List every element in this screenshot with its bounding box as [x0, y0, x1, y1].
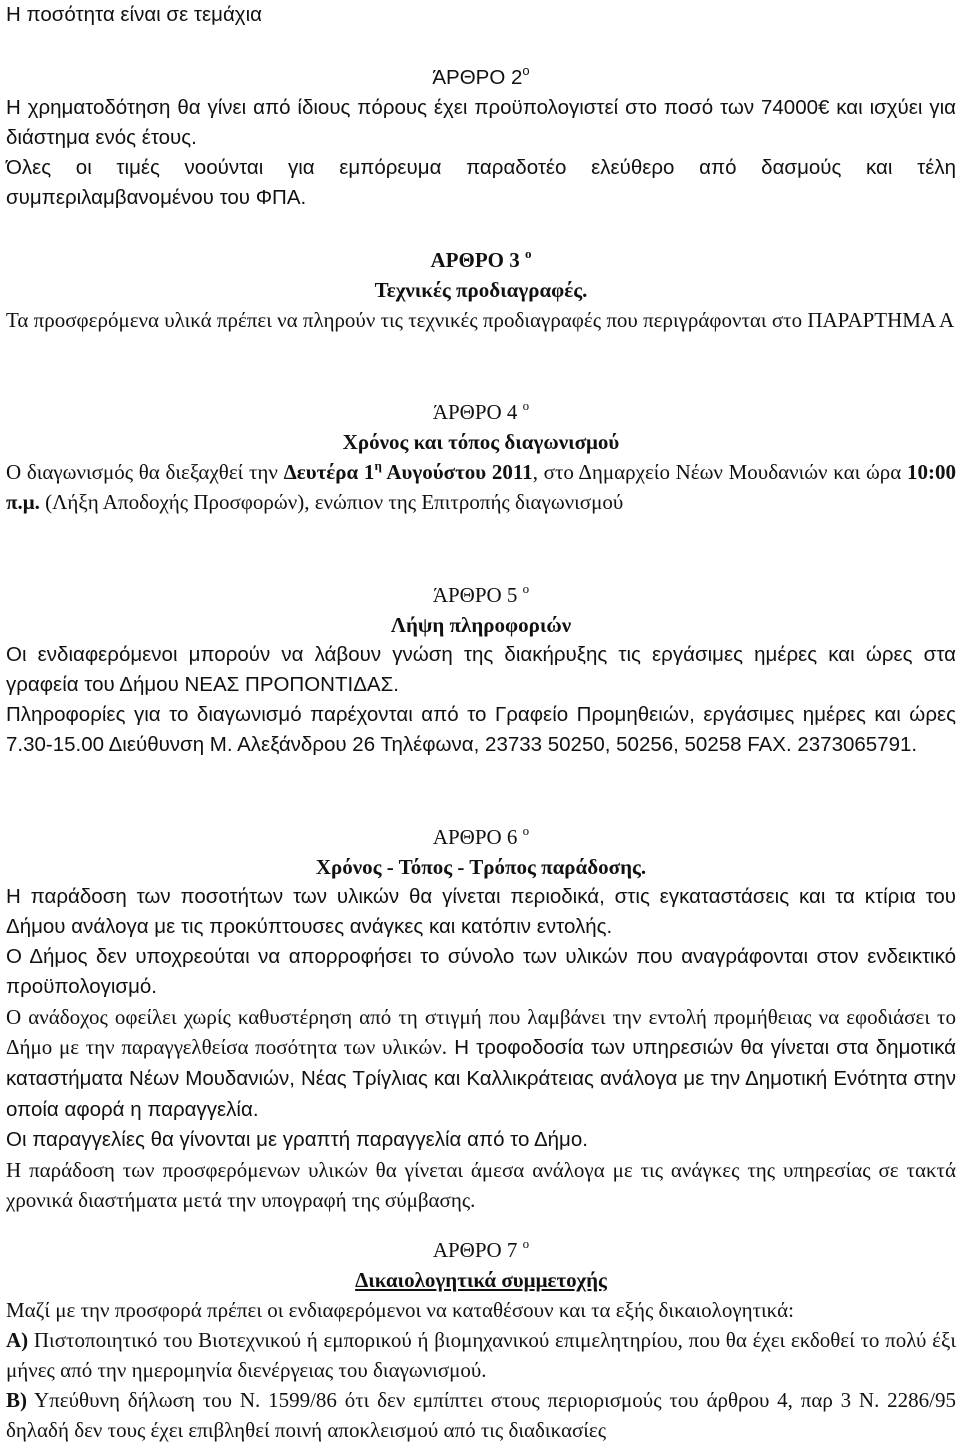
article-6-title: ΑΡΘΡΟ 6	[432, 825, 518, 849]
article-5-subtitle: Λήψη πληροφοριών	[390, 613, 572, 637]
article-6	[6, 822, 956, 1215]
article-7-title: ΑΡΘΡΟ 7	[432, 1238, 518, 1262]
article-4-paragraph	[6, 457, 956, 517]
article-4-title: ΆΡΘΡΟ 4	[432, 400, 518, 424]
article-6-paragraph-4: Οι παραγγελίες θα γίνονται με γραπτή παραγγελία από το Δήμο.	[6, 1128, 588, 1151]
article-6-subtitle: Χρόνος - Τόπος - Τρόπος παράδοσης.	[315, 855, 647, 879]
article-6-text-b: Η τροφοδοσία των υπηρεσιών θα γίνεται στα δημοτικά καταστήματα Νέων Μουδανιών, Νέας Τρίγλιας και Καλλικράτειας ανάλογα με την Δημοτική Ενότητα στην οποία αφορά η παραγγελία.	[6, 1036, 957, 1121]
intro-line: Η ποσότητα είναι σε τεμάχια	[6, 3, 262, 26]
article-2-title: ΆΡΘΡΟ 2	[432, 66, 523, 89]
article-5	[6, 580, 956, 760]
article-2-heading	[6, 63, 956, 93]
article-2-paragraph-2: Όλες οι τιμές νοούνται για εμπόρευμα παραδοτέο ελεύθερο από δασμούς και τέλη συμπεριλαμβανομένου του ΦΠΑ.	[6, 156, 956, 209]
article-3-subtitle: Τεχνικές προδιαγραφές.	[374, 278, 588, 302]
article-7-paragraph-1: Μαζί με την προσφορά πρέπει οι ενδιαφερόμενοι να καταθέσουν και τα εξής δικαιολογητικά:	[6, 1298, 794, 1322]
item-a-text: Πιστοποιητικό του Βιοτεχνικού ή εμπορικού ή βιομηχανικού επιμελητηρίου, που θα έχει εκδοθεί το πολύ έξι μήνες από την ημερομηνία διενέργειας του διαγωνισμού.	[6, 1328, 956, 1382]
article-7-subtitle: Δικαιολογητικά συμμετοχής	[355, 1268, 607, 1292]
article-4-text-d: , στο Δημαρχείο Νέων Μουδανιών και ώρα	[532, 460, 907, 484]
article-3-sup: ο	[525, 246, 532, 261]
article-6-paragraph-5: Η παράδοση των προσφερόμενων υλικών θα γίνεται άμεσα ανάλογα με τις ανάγκες της υπηρεσίας σε τακτά χρονικά διαστήματα μετά την υπογραφή της σύμβασης.	[6, 1158, 956, 1212]
article-4-sup: ο	[522, 398, 530, 413]
article-3-paragraph: Τα προσφερόμενα υλικά πρέπει να πληρούν τις τεχνικές προδιαγραφές που περιγράφονται στο ΠΑΡΑΡΤΗΜΑ Α	[6, 308, 955, 332]
article-6-text-a: Ο ανάδοχος οφείλει χωρίς καθυστέρηση από τη στιγμή που λαμβάνει την εντολή προμήθειας να εφοδιάσει το Δήμο με την παραγγελθείσα ποσότητα των υλικών.	[6, 1005, 956, 1059]
article-6-paragraph-1: Η παράδοση των ποσοτήτων των υλικών θα γίνεται περιοδικά, στις εγκαταστάσεις και τα κτίρια του Δήμου ανάλογα με τις προκύπτουσες ανάγκες και κατόπιν εντολής.	[6, 885, 956, 938]
article-7-heading	[6, 1235, 956, 1265]
article-2	[6, 63, 956, 213]
article-7-item-b	[6, 1385, 956, 1445]
article-6-heading	[6, 822, 956, 852]
article-3	[6, 245, 956, 335]
article-7-sup: ο	[522, 1236, 530, 1251]
article-3-heading	[6, 245, 956, 275]
article-4-month: Αυγούστου 2011	[381, 460, 533, 484]
article-5-paragraph-1: Οι ενδιαφερόμενοι μπορούν να λάβουν γνώση της διακήρυξης τις εργάσιμες ημέρες και ώρες στα γραφεία του Δήμου ΝΕΑΣ ΠΡΟΠΟΝΤΙΔΑΣ.	[6, 643, 956, 696]
article-5-sup: ο	[522, 581, 530, 596]
article-4-subtitle: Χρόνος και τόπος διαγωνισμού	[342, 430, 620, 454]
article-5-heading	[6, 580, 956, 610]
article-6-paragraph-3	[6, 1002, 956, 1125]
article-4-day-sup: η	[374, 458, 382, 473]
article-4-day: Δευτέρα 1	[283, 460, 375, 484]
article-3-title: ΑΡΘΡΟ 3	[430, 248, 520, 272]
article-4-text-a: Ο διαγωνισμός θα διεξαχθεί την	[6, 460, 284, 484]
article-5-title: ΆΡΘΡΟ 5	[432, 583, 518, 607]
article-2-paragraph-1: Η χρηματοδότηση θα γίνει από ίδιους πόρους έχει προϋπολογιστεί στο ποσό των 74000€ και ισχύει για διάστημα ενός έτους.	[6, 96, 956, 149]
item-a-label: Α)	[6, 1328, 29, 1352]
article-7-item-a	[6, 1325, 956, 1385]
article-5-paragraph-2: Πληροφορίες για το διαγωνισμό παρέχονται από το Γραφείο Προμηθειών, εργάσιμες ημέρες και ώρες 7.30-15.00 Διεύθυνση Μ. Αλεξάνδρου 26 Τηλέφωνα, 23733 50250, 50256, 50258 FAX. 2373065791.	[6, 703, 956, 756]
article-4-heading	[6, 397, 956, 427]
article-6-paragraph-2: Ο Δήμος δεν υποχρεούται να απορροφήσει το σύνολο των υλικών που αναγράφονται στον ενδεικτικό προϋπολογισμό.	[6, 945, 956, 998]
article-7	[6, 1235, 956, 1445]
article-4	[6, 397, 956, 517]
item-b-text: Υπεύθυνη δήλωση του Ν. 1599/86 ότι δεν εμπίπτει στους περιορισμούς του άρθρου 4, παρ 3 Ν. 2286/95 δηλαδή δεν τους έχει επιβληθεί ποινή αποκλεισμού από τις διαδικασίες	[6, 1388, 956, 1442]
item-b-label: Β)	[6, 1388, 27, 1412]
article-4-time: 10:00 π.μ.	[6, 460, 956, 514]
article-2-sup: ο	[522, 63, 530, 78]
article-6-sup: ο	[522, 823, 530, 838]
article-4-text-f: (Λήξη Αποδοχής Προσφορών), ενώπιον της Επιτροπής διαγωνισμού	[39, 490, 624, 514]
